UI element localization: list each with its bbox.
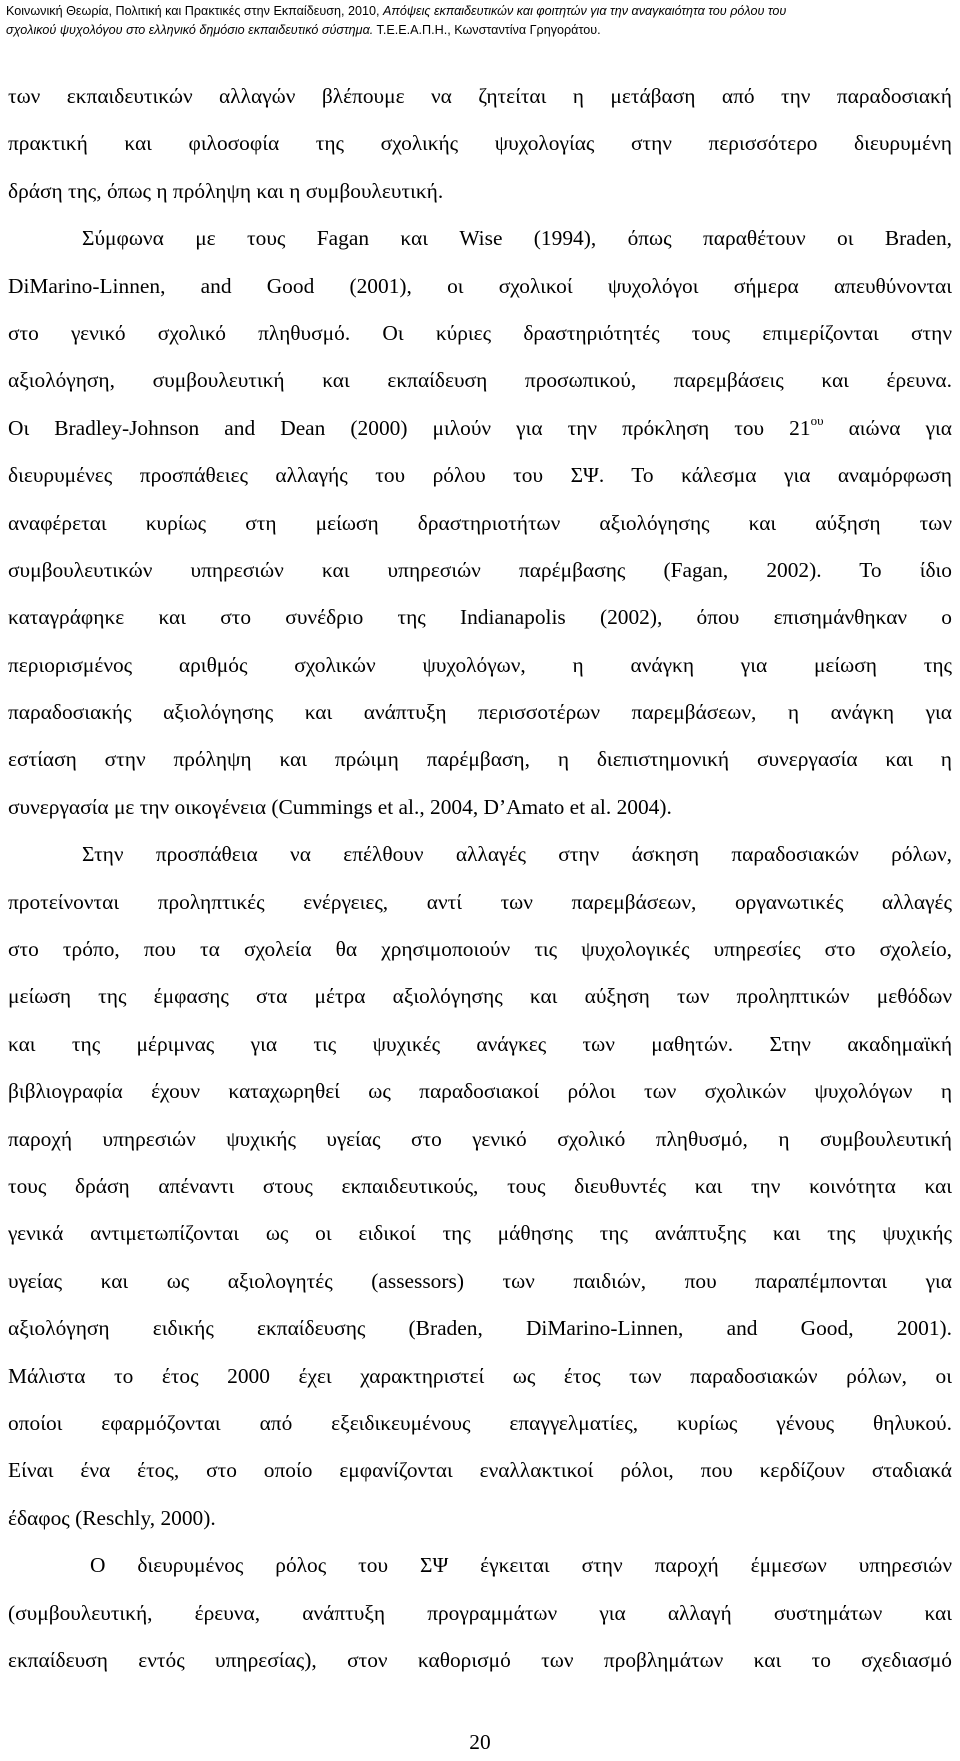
text-line: και της μέριμνας για τις ψυχικές ανάγκες των μαθητών. Στην ακαδημαϊκή bbox=[8, 1031, 952, 1056]
text-line: συνεργασία με την οικογένεια (Cummings et al., 2004, D’Amato et al. 2004). bbox=[8, 794, 672, 819]
text-line: Είναι ένα έτος, στο οποίο εμφανίζονται εναλλακτικοί ρόλοι, που κερδίζουν σταδιακά bbox=[8, 1458, 952, 1483]
text-line: Σύμφωνα με τους Fagan και Wise (1994), όπως παραθέτουν οι Braden, bbox=[82, 226, 952, 251]
text-line: παραδοσιακής αξιολόγησης και ανάπτυξη περισσοτέρων παρεμβάσεων, η ανάγκη για bbox=[8, 700, 952, 725]
text-line: γενικά αντιμετωπίζονται ως οι ειδικοί της μάθησης της ανάπτυξης και της ψυχικής bbox=[8, 1221, 952, 1246]
text-line: παροχή υπηρεσιών ψυχικής υγείας στο γενικό σχολικό πληθυσμό, η συμβουλευτική bbox=[8, 1126, 952, 1151]
running-header bbox=[6, 2, 954, 40]
ordinal-superscript: ου bbox=[810, 412, 824, 428]
header-line-1 bbox=[6, 2, 954, 21]
text-line: αναφέρεται κυρίως στη μείωση δραστηριοτήτων αξιολόγησης και αύξηση των bbox=[8, 510, 952, 535]
text-line: περιορισμένος αριθμός σχολικών ψυχολόγων, η ανάγκη για μείωση της bbox=[8, 652, 952, 677]
text-line: εκπαίδευση εντός υπηρεσίας), στον καθορισμό των προβλημάτων και το σχεδιασμό bbox=[8, 1647, 952, 1672]
text-line: στο τρόπο, που τα σχολεία θα χρησιμοποιούν τις ψυχολογικές υπηρεσίες στο σχολείο, bbox=[8, 937, 952, 962]
text-line: των εκπαιδευτικών αλλαγών βλέπουμε να ζητείται η μετάβαση από την παραδοσιακή bbox=[8, 84, 952, 108]
text-line: έδαφος (Reschly, 2000). bbox=[8, 1505, 216, 1530]
text-line: DiMarino-Linnen, and Good (2001), οι σχολικοί ψυχολόγοι σήμερα απευθύνονται bbox=[8, 273, 952, 298]
text-line: Στην προσπάθεια να επέλθουν αλλαγές στην άσκηση παραδοσιακών ρόλων, bbox=[82, 842, 952, 867]
text-line: πρακτική και φιλοσοφία της σχολικής ψυχολογίας στην περισσότερο διευρυμένη bbox=[8, 131, 952, 156]
text-segment: αιώνα για bbox=[848, 415, 952, 440]
header-article-title-part-2: σχολικού ψυχολόγου στο ελληνικό δημόσιο εκπαιδευτικό σύστημα. bbox=[6, 23, 374, 37]
text-line: τους δράση απέναντι στους εκπαιδευτικούς, τους διευθυντές και την κοινότητα και bbox=[8, 1173, 952, 1198]
text-line: Ο διευρυμένος ρόλος του ΣΨ έγκειται στην παροχή έμμεσων υπηρεσιών bbox=[90, 1553, 952, 1578]
text-segment: Οι Bradley-Johnson and Dean (2000) μιλούν για την πρόκληση του 21 bbox=[8, 415, 811, 440]
text-line: βιβλιογραφία έχουν καταχωρηθεί ως παραδοσιακοί ρόλοι των σχολικών ψυχολόγων η bbox=[8, 1079, 952, 1104]
text-line: καταγράφηκε και στο συνέδριο της Indianapolis (2002), όπου επισημάνθηκαν ο bbox=[8, 605, 952, 630]
header-author: Τ.Ε.Ε.Α.Π.Η., Κωνσταντίνα Γρηγοράτου. bbox=[373, 23, 601, 37]
text-line: προτείνονται προληπτικές ενέργειες, αντί των παρεμβάσεων, οργανωτικές αλλαγές bbox=[8, 889, 952, 914]
text-line: εστίαση στην πρόληψη και πρώιμη παρέμβαση, η διεπιστημονική συνεργασία και η bbox=[8, 747, 952, 772]
text-line: υγείας και ως αξιολογητές (assessors) των παιδιών, που παραπέμπονται για bbox=[8, 1268, 952, 1293]
header-article-title-part-1: Απόψεις εκπαιδευτικών και φοιτητών για την αναγκαιότητα του ρόλου του bbox=[383, 4, 787, 18]
text-line: Μάλιστα το έτος 2000 έχει χαρακτηριστεί ως έτος των παραδοσιακών ρόλων, οι bbox=[8, 1363, 952, 1388]
header-journal-title: Κοινωνική Θεωρία, Πολιτική και Πρακτικές στην Εκπαίδευση, 2010, bbox=[6, 4, 384, 18]
text-line: μείωση της έμφασης στα μέτρα αξιολόγησης και αύξηση των προληπτικών μεθόδων bbox=[8, 984, 952, 1009]
text-line: (συμβουλευτική, έρευνα, ανάπτυξη προγραμμάτων για αλλαγή συστημάτων και bbox=[8, 1600, 952, 1625]
text-line-with-superscript bbox=[8, 405, 952, 452]
text-line: δράση της, όπως η πρόληψη και η συμβουλευτική. bbox=[8, 178, 444, 203]
body-text bbox=[8, 73, 952, 1684]
text-line: συμβουλευτικών υπηρεσιών και υπηρεσιών παρέμβασης (Fagan, 2002). Το ίδιο bbox=[8, 557, 952, 582]
text-line: αξιολόγηση ειδικής εκπαίδευσης (Braden, DiMarino-Linnen, and Good, 2001). bbox=[8, 1316, 952, 1341]
page-number: 20 bbox=[469, 1730, 491, 1754]
text-line: διευρυμένες προσπάθειες αλλαγής του ρόλου του ΣΨ. Το κάλεσμα για αναμόρφωση bbox=[8, 463, 952, 488]
text-line: στο γενικό σχολικό πληθυσμό. Οι κύριες δραστηριότητές τους επιμερίζονται στην bbox=[8, 320, 952, 345]
text-line: οποίοι εφαρμόζονται από εξειδικευμένους επαγγελματίες, κυρίως γένους θηλυκού. bbox=[8, 1410, 952, 1435]
header-line-2 bbox=[6, 21, 954, 40]
text-line: αξιολόγηση, συμβουλευτική και εκπαίδευση προσωπικού, παρεμβάσεις και έρευνα. bbox=[8, 368, 952, 393]
